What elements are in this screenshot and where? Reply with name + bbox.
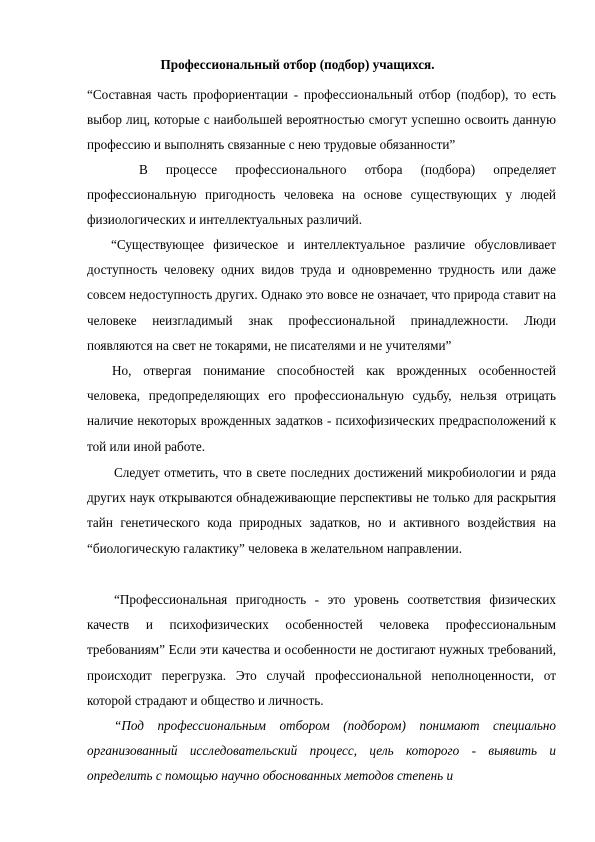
document-title: Профессиональный отбор (подбор) учащихся. bbox=[160, 57, 435, 72]
paragraph-definition-quote: “Составная часть профориентации - профессиональный отбор (подбор), то есть выбор лиц, которые с наибольшей вероятностью смогут успешно освоить данную профессию и выполнять связанные с нею трудовые обязанности” bbox=[87, 87, 556, 153]
paragraph-differences-quote: “Существующее физическое и интеллектуальное различие обусловливает доступность человеку одних видов труда и одновременно трудность или даже совсем недоступность других. Однако это вовсе не означает, что природа ставит на человеке неизгладимый знак профессиональной принадлежности. Люди появляются на свет не токарями, не писателями и не учителями” bbox=[87, 237, 556, 353]
paragraph-microbiology: Следует отметить, что в свете последних достижений микробиологии и ряда других наук открываются обнадеживающие перспективы не только для раскрытия тайн генетического кода природных задатков, но и активного воздействия на “биологическую галактику” человека в желательном направлении. bbox=[87, 465, 556, 556]
paragraph-professional-fitness: “Профессиональная пригодность - это уровень соответствия физических качеств и психофизических особенностей человека профессиональным требованиям” Если эти качества и особенности не достигают нужных требований, происходит перегрузка. Это случай профессиональной неполноценности, от которой страдают и общество и личность. bbox=[87, 592, 556, 708]
paragraph-selection-process: В процессе профессионального отбора (подбора) определяет профессиональную пригодность человека на основе существующих у людей физиологических и интеллектуальных различий. bbox=[87, 162, 556, 228]
paragraph-innate-inclinations: Но, отвергая понимание способностей как врожденных особенностей человека, предопределяющих его профессиональную судьбу, нельзя отрицать наличие некоторых врожденных задатков - психофизических предрасположений к той или иной работе. bbox=[87, 363, 556, 454]
paragraph-selection-definition: “Под профессиональным отбором (подбором) понимают специально организованный исследовательский процесс, цель которого - выявить и определить с помощью научно обоснованных методов степень и bbox=[87, 718, 556, 784]
